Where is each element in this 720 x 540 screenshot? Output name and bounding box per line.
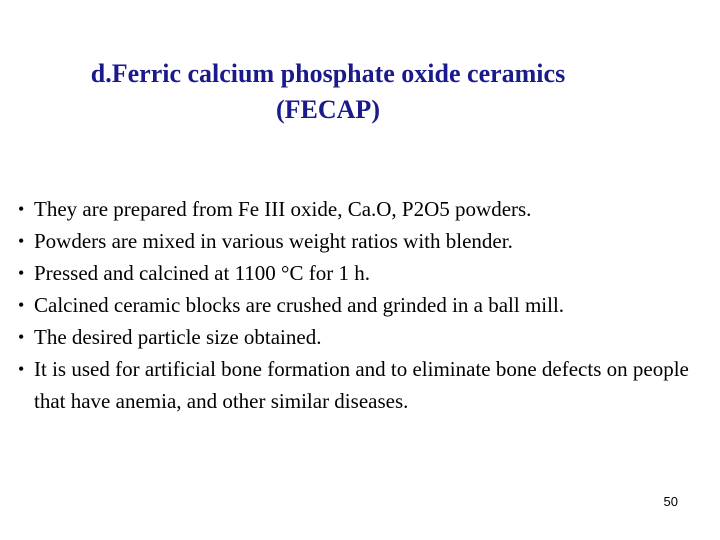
bullet-dot-icon: • (18, 199, 25, 219)
bullet-item (18, 193, 698, 225)
bullet-item (18, 353, 698, 417)
bullet-text: It is used for artificial bone formation and to eliminate bone defects on people that have anemia, and other similar diseases. (34, 357, 689, 413)
bullet-item (18, 257, 698, 289)
bullet-text: They are prepared from Fe III oxide, Ca.O, P2O5 powders. (34, 197, 532, 221)
slide-title-line-2: (FECAP) (276, 95, 380, 124)
bullet-dot-icon: • (18, 295, 25, 315)
bullet-text: Pressed and calcined at 1100 °C for 1 h. (34, 261, 370, 285)
bullet-text: Powders are mixed in various weight ratios with blender. (34, 229, 513, 253)
page-number: 50 (663, 494, 678, 509)
bullet-dot-icon: • (18, 327, 25, 347)
bullet-dot-icon: • (18, 231, 25, 251)
bullet-item (18, 225, 698, 257)
slide-title-line-1: d.Ferric calcium phosphate oxide ceramics (90, 59, 566, 88)
bullet-dot-icon: • (18, 263, 25, 283)
bullet-text: The desired particle size obtained. (34, 325, 322, 349)
slide-title (0, 56, 656, 128)
bullet-dot-icon: • (18, 359, 25, 379)
bullet-text: Calcined ceramic blocks are crushed and grinded in a ball mill. (34, 293, 565, 317)
bullet-item (18, 321, 698, 353)
bullet-list (18, 193, 698, 417)
bullet-item (18, 289, 698, 321)
